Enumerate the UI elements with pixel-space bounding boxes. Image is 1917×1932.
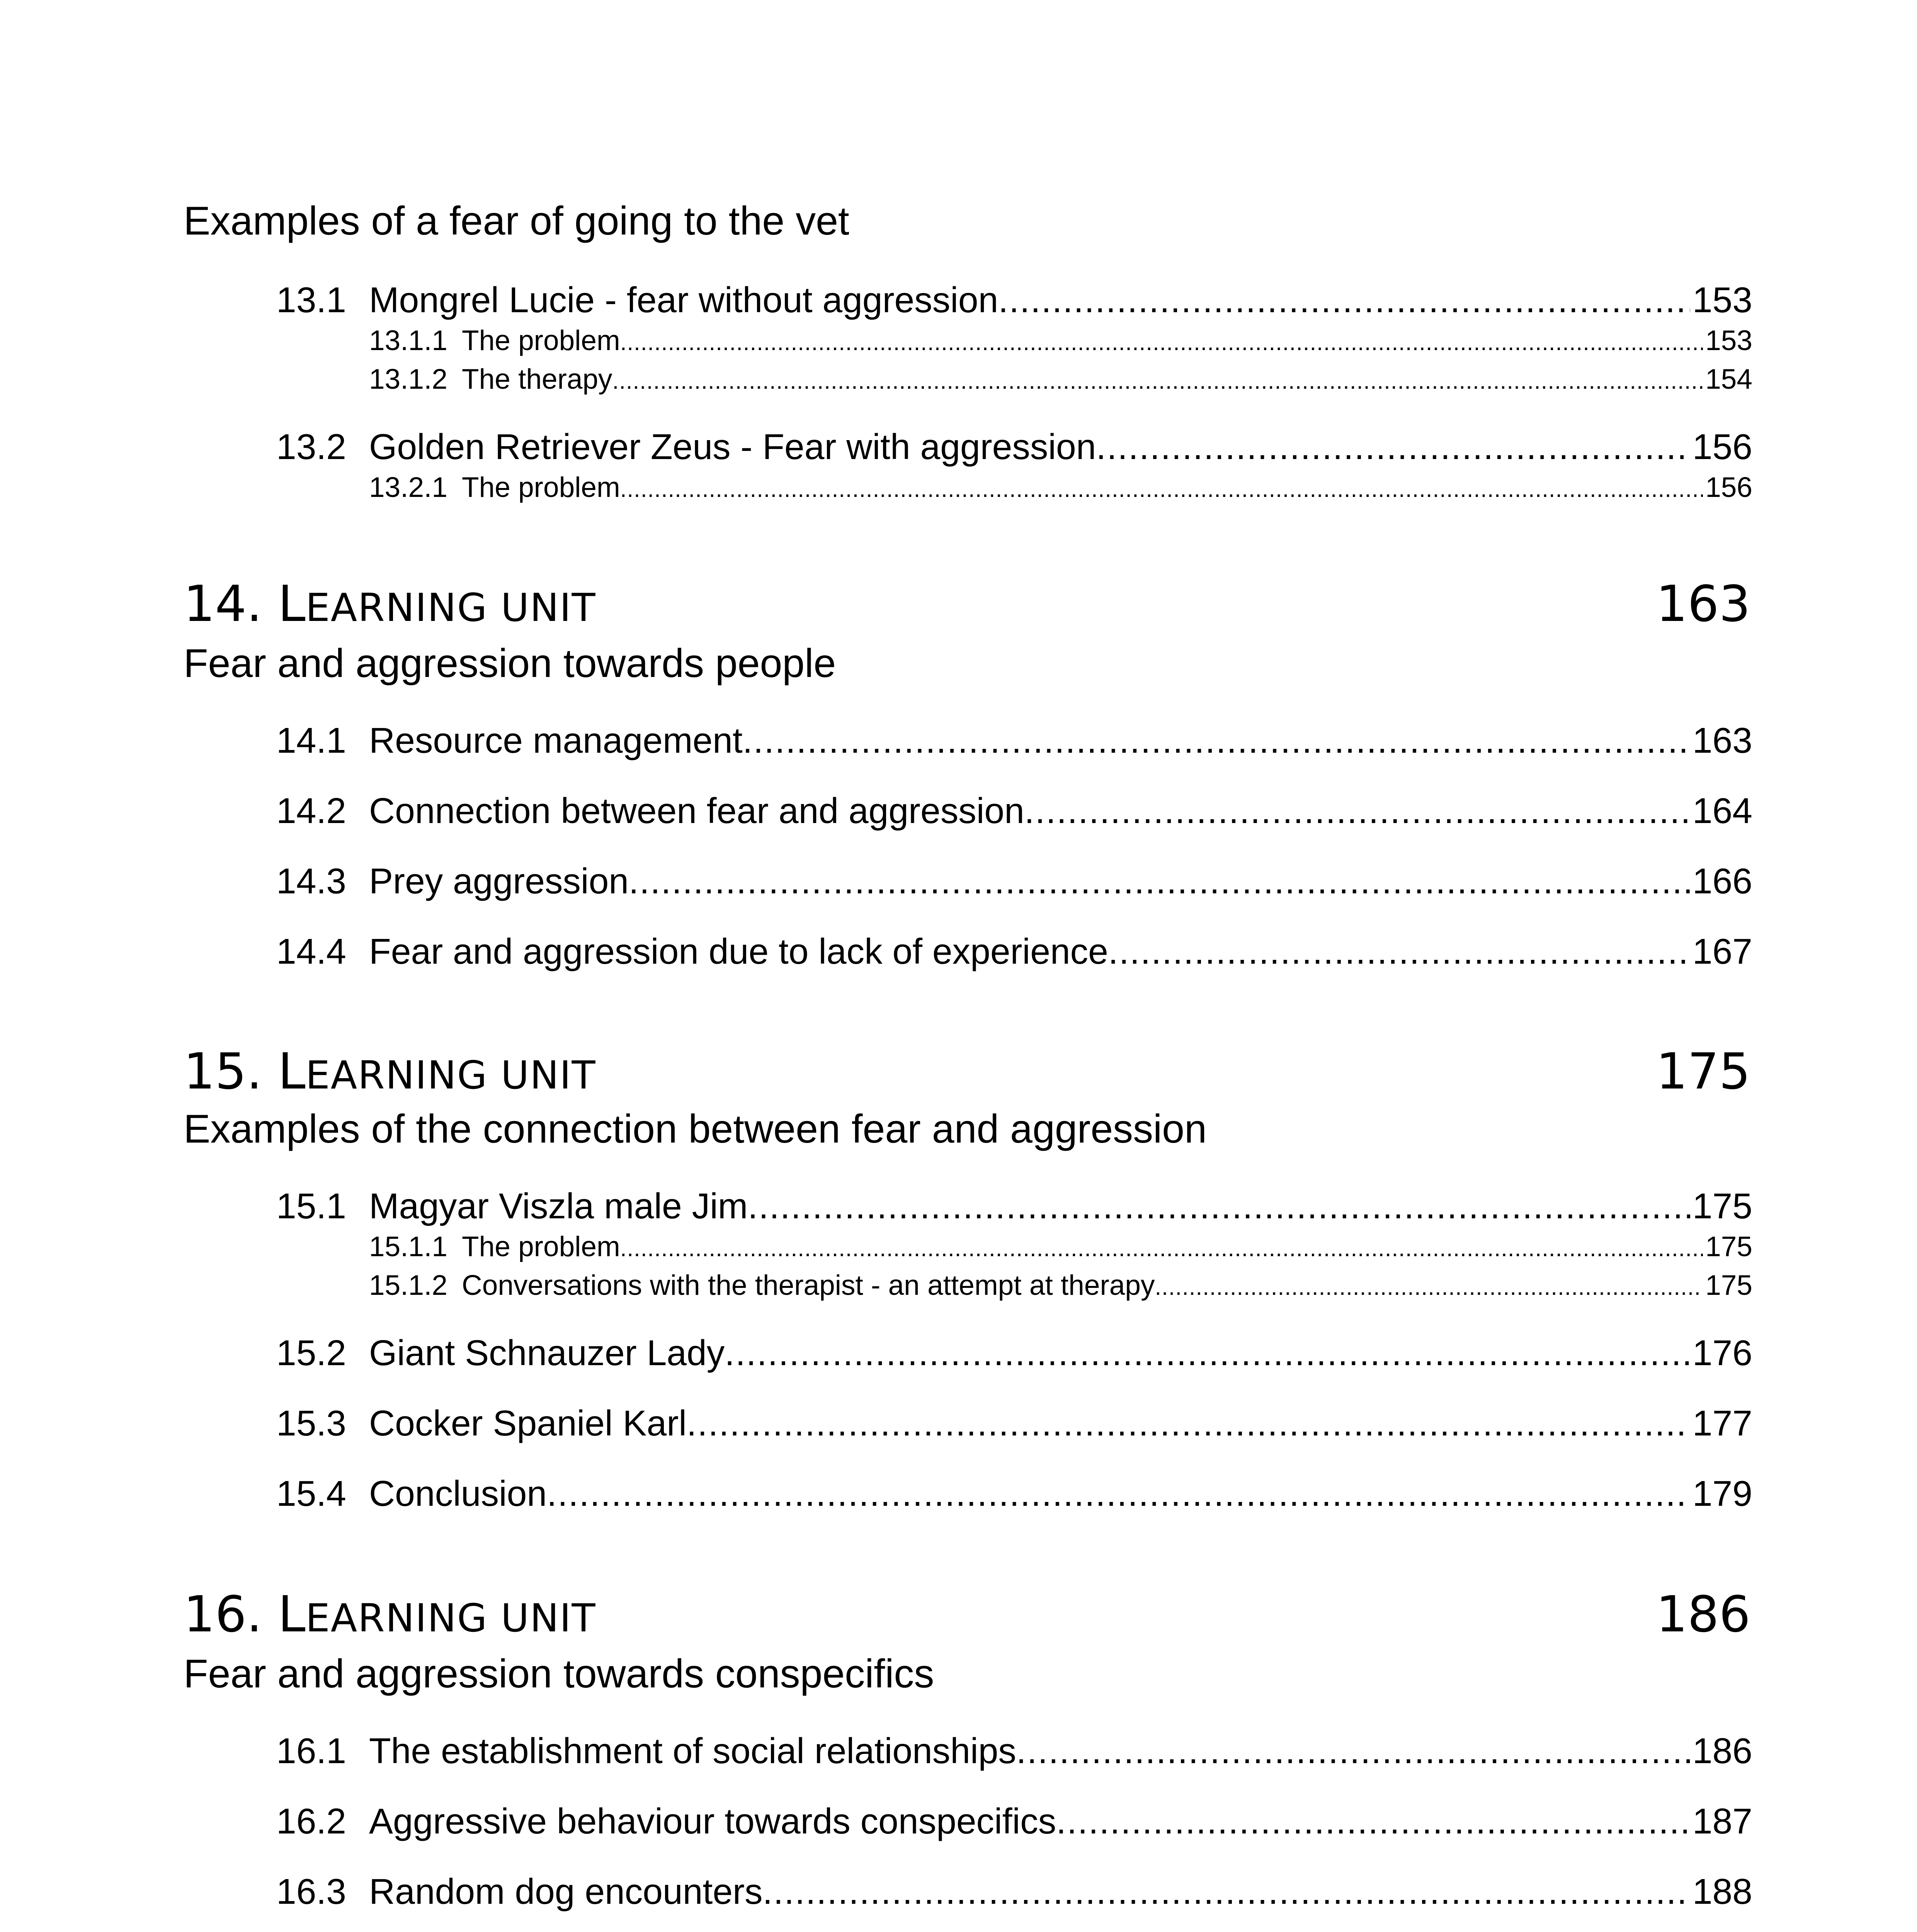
unit-16-heading[interactable]: 16. LEARNING UNIT 186: [184, 1586, 1750, 1643]
toc-entry-14-4[interactable]: 14.4 Fear and aggression due to lack of experience ..... 167: [276, 934, 1752, 969]
dot-leader: [547, 1476, 1690, 1512]
toc-entry-15-4[interactable]: 15.4 Conclusion ..... 179: [276, 1476, 1752, 1512]
unit-14-heading[interactable]: 14. LEARNING UNIT 163: [184, 575, 1750, 633]
dot-leader: [763, 1874, 1690, 1910]
toc-entry-16-3[interactable]: 16.3 Random dog encounters ..... 188: [276, 1874, 1752, 1910]
toc-entry-14-2[interactable]: 14.2 Connection between fear and aggression ..... 164: [276, 793, 1752, 829]
toc-entry-16-2[interactable]: 16.2 Aggressive behaviour towards conspecifics ..... 187: [276, 1803, 1752, 1839]
unit-16-page: 186: [1656, 1586, 1750, 1643]
dot-leader: [998, 282, 1690, 318]
dot-leader: [1056, 1803, 1690, 1839]
unit-15-page: 175: [1656, 1043, 1750, 1100]
dot-leader: [1155, 1276, 1703, 1299]
toc-entry-13-1[interactable]: 13.1 Mongrel Lucie - fear without aggression ..... 153: [276, 282, 1752, 318]
toc-entry-15-1-2[interactable]: 15.1.2 Conversations with the therapist - an attempt at therapy ..... 175: [369, 1271, 1752, 1299]
toc-entry-15-3[interactable]: 15.3 Cocker Spaniel Karl ..... 177: [276, 1405, 1752, 1441]
toc-entry-13-2-1[interactable]: 13.2.1 The problem ..... 156: [369, 473, 1752, 502]
dot-leader: [1024, 793, 1690, 829]
section-16-subtitle: Fear and aggression towards conspecifics: [184, 1651, 934, 1696]
dot-leader: [1096, 429, 1690, 465]
dot-leader: [743, 723, 1690, 759]
toc-entry-13-1-2[interactable]: 13.1.2 The therapy ..... 154: [369, 365, 1752, 393]
dot-leader: [620, 331, 1703, 354]
toc-entry-14-3[interactable]: 14.3 Prey aggression ..... 166: [276, 863, 1752, 899]
section-14-subtitle: Fear and aggression towards people: [184, 641, 836, 686]
section-15-subtitle: Examples of the connection between fear and aggression: [184, 1107, 1207, 1151]
dot-leader: [629, 863, 1690, 899]
dot-leader: [1108, 934, 1690, 969]
dot-leader: [1016, 1733, 1690, 1769]
toc-entry-15-1-1[interactable]: 15.1.1 The problem ..... 175: [369, 1233, 1752, 1261]
toc-entry-15-1[interactable]: 15.1 Magyar Viszla male Jim ..... 175: [276, 1188, 1752, 1224]
dot-leader: [620, 1237, 1703, 1260]
section-13-subtitle: Examples of a fear of going to the vet: [184, 199, 849, 243]
toc-entry-16-1[interactable]: 16.1 The establishment of social relationships ..... 186: [276, 1733, 1752, 1769]
dot-leader: [748, 1188, 1690, 1224]
dot-leader: [725, 1335, 1690, 1371]
dot-leader: [612, 369, 1703, 393]
unit-14-page: 163: [1656, 575, 1750, 633]
unit-15-heading[interactable]: 15. LEARNING UNIT 175: [184, 1043, 1750, 1100]
toc-entry-14-1[interactable]: 14.1 Resource management ..... 163: [276, 723, 1752, 759]
dot-leader: [687, 1405, 1690, 1441]
dot-leader: [620, 478, 1703, 501]
toc-entry-13-1-1[interactable]: 13.1.1 The problem ..... 153: [369, 327, 1752, 355]
toc-entry-13-2[interactable]: 13.2 Golden Retriever Zeus - Fear with aggression ..... 156: [276, 429, 1752, 465]
toc-entry-15-2[interactable]: 15.2 Giant Schnauzer Lady ..... 176: [276, 1335, 1752, 1371]
